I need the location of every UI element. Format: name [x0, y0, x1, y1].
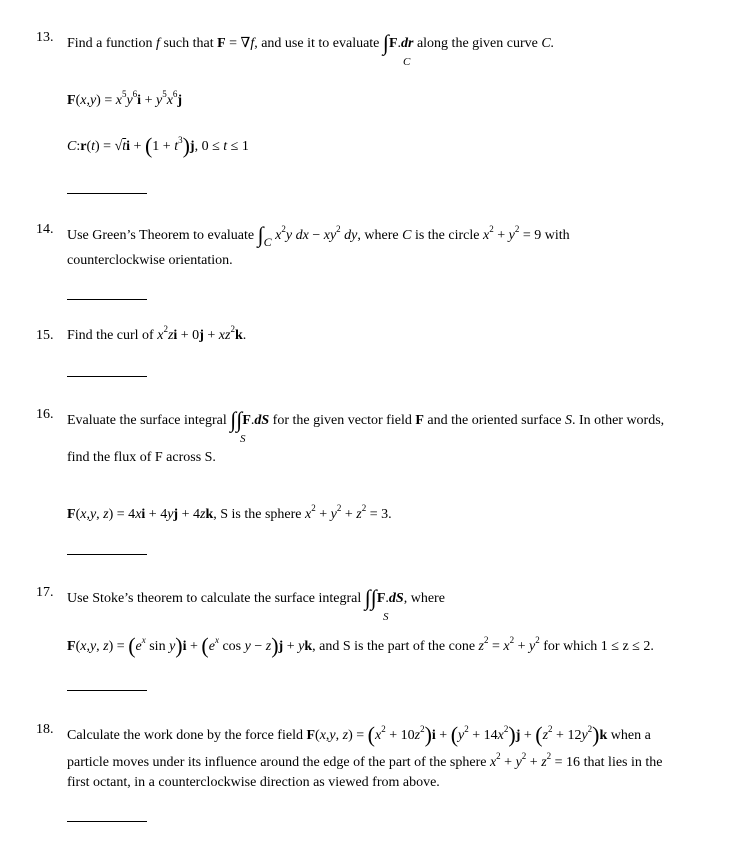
question-17-prompt: Use Stoke’s theorem to calculate the surface integral ∫∫F.dS, where [67, 585, 445, 610]
question-13-prompt: Find a function f such that F = ∇f, and use it to evaluate ∫F.dr along the given curve C. [67, 30, 555, 55]
double-integral-sign: ∫∫ [364, 585, 377, 610]
answer-blank-18[interactable] [67, 821, 147, 822]
question-13-field: $F(x,y) = x^5y^6i + y^5x^6j$ [67, 89, 183, 108]
question-17-field: F(x,y, $z) = (e^x$ $\sin y)i + (e^x$ cos y − z)j + yk, and S is the part of the cone $z^2 = x^2 + y^2$ for which 1 ≤ z ≤ 2. [67, 633, 654, 658]
question-16-field: F(x,y, z) = 4xi + 4yj + 4zk, S is the sphere $x^2 + y^2 + z^2 = 3$. [67, 503, 392, 522]
integral-sign: ∫ [257, 222, 264, 247]
question-18-prompt: Calculate the work done by the force field F(x,y, $z) = (x^2 + 10z^2)i + (y^2 + 14x^2)j + (z^2 + 12y^2)k$ when a [67, 722, 651, 747]
integral-limit-label: S [383, 611, 389, 623]
question-14-prompt: Use Green’s Theorem to evaluate $\int_C$ $x^2y$ dx − $xy^2$ dy, where C is the circle $x^2 + y^2 = 9$ with [67, 222, 570, 249]
question-14-number: 14. [36, 222, 54, 237]
question-18-line3: first octant, in a counterclockwise direction as viewed from above. [67, 775, 440, 790]
integral-limit-label: S [240, 433, 246, 445]
question-13-curve: C:r(t) = $√ti + (1 + t^3)j$, 0 ≤ t ≤ 1 [67, 133, 249, 158]
question-16-prompt: Evaluate the surface integral ∫∫F.dS for the given vector field F and the oriented surface S. In other words, [67, 407, 665, 432]
question-13-number: 13. [36, 30, 54, 45]
answer-blank-14[interactable] [67, 299, 147, 300]
question-15-prompt: Find the curl of $x^2zi + 0j + xz^2k$. [67, 324, 247, 343]
double-integral-sign: ∫∫ [230, 407, 243, 432]
question-17-number: 17. [36, 585, 54, 600]
answer-blank-16[interactable] [67, 554, 147, 555]
question-16-number: 16. [36, 407, 54, 422]
integral-limit-label: C [403, 56, 411, 68]
answer-blank-17[interactable] [67, 690, 147, 691]
question-16-line2: find the flux of F across S. [67, 450, 216, 465]
question-15-number: 15. [36, 328, 54, 343]
question-18-number: 18. [36, 722, 54, 737]
answer-blank-15[interactable] [67, 376, 147, 377]
answer-blank-13[interactable] [67, 193, 147, 194]
integral-sign: ∫ [382, 30, 389, 55]
question-18-line2: particle moves under its influence around the edge of the part of the sphere $x^2 + y^2 + z^2 = 16$ that lies in the [67, 751, 663, 770]
question-14-line2: counterclockwise orientation. [67, 253, 233, 268]
